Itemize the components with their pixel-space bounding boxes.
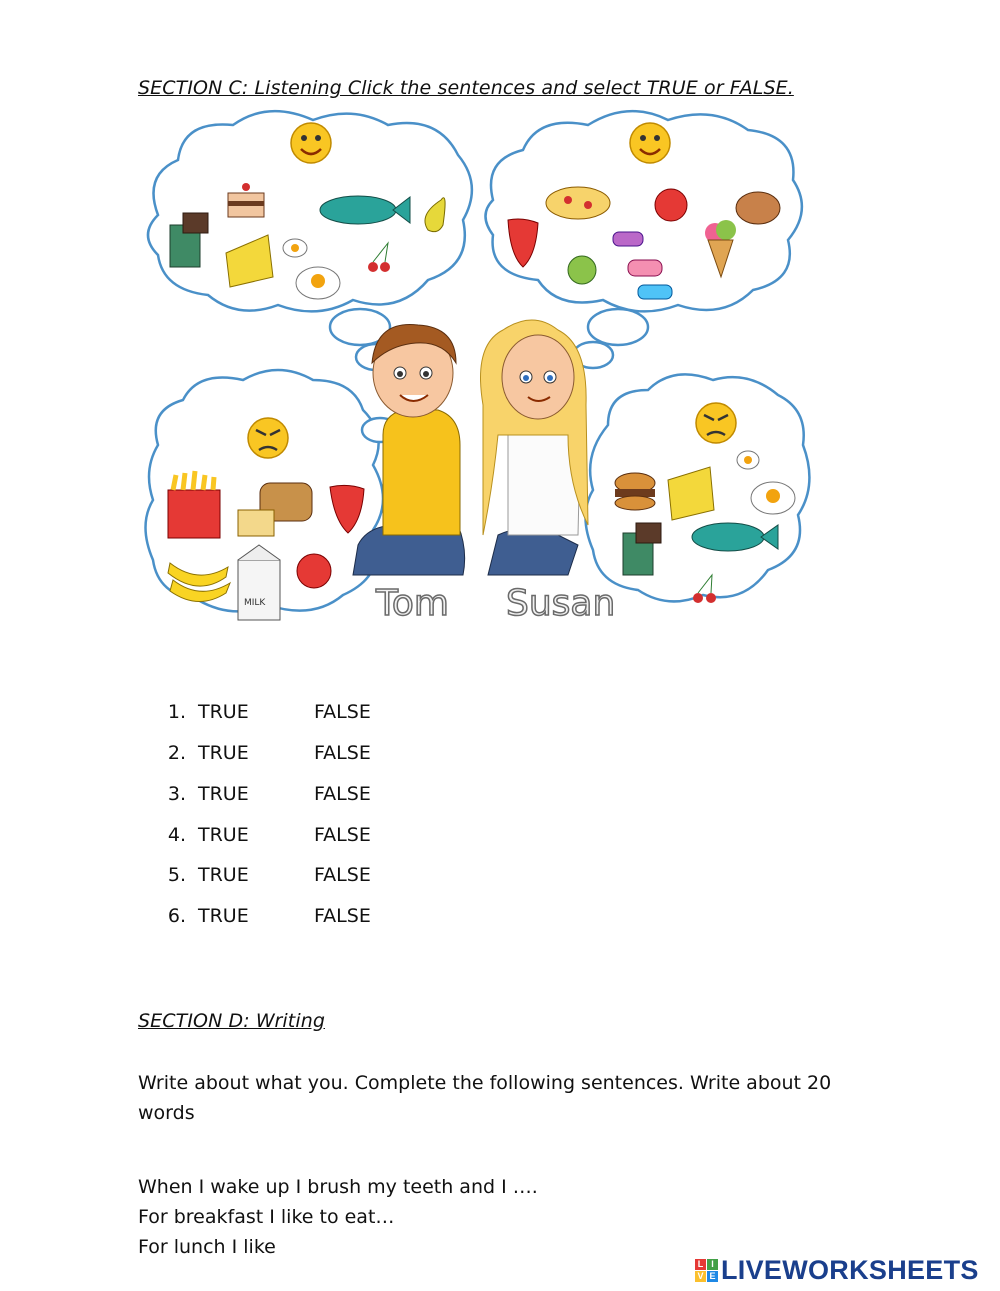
- writing-prompt[interactable]: When I wake up I brush my teeth and I ….: [138, 1176, 538, 1198]
- egg-icon: [737, 451, 759, 469]
- fried-egg-icon: [296, 267, 340, 299]
- false-option[interactable]: FALSE: [314, 905, 371, 927]
- happy-face-icon: [630, 123, 670, 163]
- milk-carton-icon: [238, 545, 280, 620]
- candy-icon: [628, 260, 662, 276]
- question-number: 4.: [167, 824, 186, 846]
- instruction-line: words: [138, 1102, 195, 1124]
- happy-face-icon: [291, 123, 331, 163]
- true-option[interactable]: TRUE: [198, 742, 249, 764]
- false-option[interactable]: FALSE: [314, 701, 371, 723]
- fried-egg-icon: [751, 482, 795, 514]
- fries-icon: [168, 471, 220, 538]
- writing-instruction: [138, 1068, 858, 1128]
- angry-face-icon: [696, 403, 736, 443]
- writing-prompts: [138, 1172, 858, 1262]
- burger-icon: [615, 473, 655, 510]
- false-option[interactable]: FALSE: [314, 864, 371, 886]
- roast-chicken-icon: [736, 192, 780, 224]
- true-option[interactable]: TRUE: [198, 824, 249, 846]
- false-option[interactable]: FALSE: [314, 742, 371, 764]
- tomato-icon: [297, 554, 331, 588]
- angry-face-icon: [248, 418, 288, 458]
- false-option[interactable]: FALSE: [314, 824, 371, 846]
- instruction-line: Write about what you. Complete the following sentences. Write about 20: [138, 1072, 832, 1094]
- logo-text: LIVEWORKSHEETS: [721, 1254, 979, 1285]
- tomato-icon: [655, 189, 687, 221]
- susan-character: [481, 320, 589, 575]
- question-number: 1.: [167, 701, 186, 723]
- false-option[interactable]: FALSE: [314, 783, 371, 805]
- true-option[interactable]: TRUE: [198, 701, 249, 723]
- apple-icon: [568, 256, 596, 284]
- section-c-heading: SECTION C: Listening Click the sentences and select TRUE or FALSE.: [138, 77, 794, 99]
- question-number: 3.: [167, 783, 186, 805]
- liveworksheets-logo[interactable]: [695, 1253, 979, 1287]
- pizza-icon: [546, 187, 610, 219]
- question-number: 6.: [167, 905, 186, 927]
- liveworksheets-mark-icon: L I V E: [695, 1259, 718, 1282]
- section-d-heading: SECTION D: Writing: [138, 1010, 325, 1032]
- tom-name-label: Tom: [376, 583, 449, 624]
- true-option[interactable]: TRUE: [198, 905, 249, 927]
- true-option[interactable]: TRUE: [198, 864, 249, 886]
- egg-icon: [283, 239, 307, 257]
- food-preferences-illustration: [138, 105, 813, 625]
- true-option[interactable]: TRUE: [198, 783, 249, 805]
- question-number: 2.: [167, 742, 186, 764]
- candy-icon: [613, 232, 643, 246]
- candy-icon: [638, 285, 672, 299]
- susan-name-label: Susan: [506, 583, 616, 624]
- writing-prompt[interactable]: For lunch I like: [138, 1236, 276, 1258]
- milk-label: MILK: [244, 598, 266, 608]
- writing-prompt[interactable]: For breakfast I like to eat…: [138, 1206, 395, 1228]
- question-number: 5.: [167, 864, 186, 886]
